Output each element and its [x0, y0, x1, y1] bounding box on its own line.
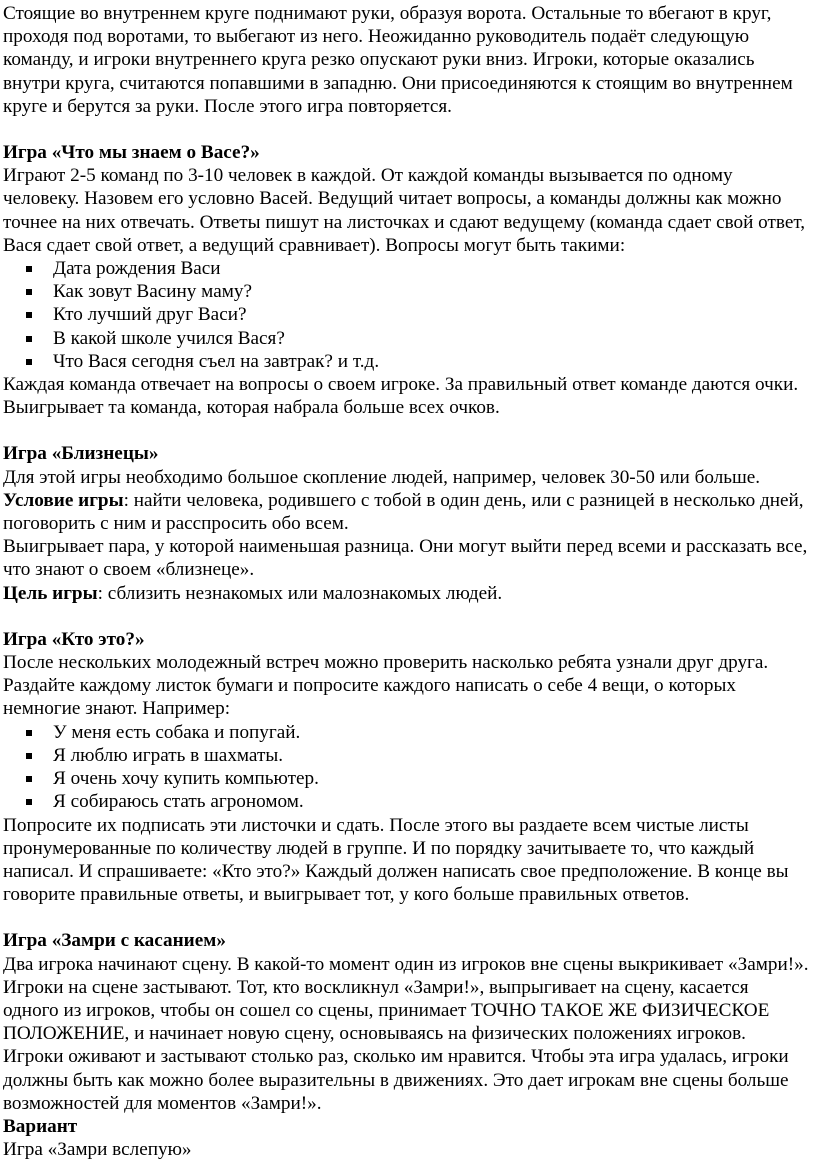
- spacer: [3, 906, 809, 929]
- list-item: В какой школе учился Вася?: [3, 327, 809, 350]
- spacer: [3, 118, 809, 141]
- game2-description: Для этой игры необходимо большое скопление людей, например, человек 30-50 или больше.: [3, 466, 761, 488]
- game2-title: Игра «Близнецы»: [3, 443, 159, 465]
- spacer: [3, 419, 809, 442]
- list-item: Дата рождения Васи: [3, 257, 809, 280]
- condition-text: : найти человека, родившего с тобой в один день, или с разницей в несколько дней, поговорить с ним и расспросить обо всем.: [3, 489, 804, 535]
- list-item: Я собираюсь стать агрономом.: [3, 790, 809, 813]
- list-item: Кто лучший друг Васи?: [3, 303, 809, 326]
- variant-text: Игра «Замри вслепую»: [3, 1139, 192, 1161]
- game2-condition: [3, 489, 809, 535]
- condition-label: Условие игры: [3, 489, 124, 511]
- game3-title: Игра «Кто это?»: [3, 628, 145, 650]
- variant-label: Вариант: [3, 1115, 78, 1137]
- game1-question-list: [3, 257, 809, 373]
- game2-winner: Выигрывает пара, у которой наименьшая разница. Они могут выйти перед всеми и рассказать все, что знают о своем «близнеце».: [3, 536, 808, 581]
- list-item: У меня есть собака и попугай.: [3, 721, 809, 744]
- game4-title: Игра «Замри с касанием»: [3, 930, 226, 952]
- game1-description: Играют 2-5 команд по 3-10 человек в каждой. От каждой команды вызывается по одному человеку. Назовем его условно Васей. Ведущий читает вопросы, а команды должны как можно точнее на них отвечать. Ответы пишут на листочках и сдают ведущему (команда сдает свой ответ, Вася сдает свой ответ, а ведущий сравнивает). Вопросы могут быть такими:: [3, 165, 806, 256]
- game3-instructions: Попросите их подписать эти листочки и сдать. После этого вы раздаете всем чистые листы пронумерованные по количеству людей в группе. И по порядку зачитываете то, что каждый написал. И спрашиваете: «Кто это?» Каждый должен написать свое предположение. В конце вы говорите правильные ответы, и выигрывает тот, у кого больше правильных ответов.: [3, 814, 789, 906]
- goal-label: Цель игры: [3, 582, 98, 604]
- game2-goal: [3, 582, 809, 605]
- game1-title: Игра «Что мы знаем о Васе?»: [3, 142, 260, 164]
- goal-text: : сблизить незнакомых или малознакомых людей.: [97, 582, 503, 604]
- game3-example-list: [3, 721, 809, 814]
- list-item: Как зовут Васину маму?: [3, 280, 809, 303]
- intro-paragraph: Стоящие во внутреннем круге поднимают руки, образуя ворота. Остальные то вбегают в круг, проходя под воротами, то выбегают из него. Неожиданно руководитель подаёт следующую команду, и игроки внутреннего круга резко опускают руки вниз. Игроки, которые оказались внутри круга, считаются попавшими в западню. Они присоединяются к стоящим во внутреннем круге и берутся за руки. После этого игра повторяется.: [3, 3, 793, 117]
- list-item: Я очень хочу купить компьютер.: [3, 767, 809, 790]
- list-item: Я люблю играть в шахматы.: [3, 744, 809, 767]
- list-item: Что Вася сегодня съел на завтрак? и т.д.: [3, 350, 809, 373]
- spacer: [3, 605, 809, 628]
- game3-description: После нескольких молодежный встреч можно проверить насколько ребята узнали друг друга. Раздайте каждому листок бумаги и попросите каждого написать о себе 4 вещи, о которых немногие знают. Например:: [3, 652, 769, 720]
- game1-scoring: Каждая команда отвечает на вопросы о своем игроке. За правильный ответ команде даются очки. Выигрывает та команда, которая набрала больше всех очков.: [3, 374, 799, 419]
- game4-description: Два игрока начинают сцену. В какой-то момент один из игроков вне сцены выкрикивает «Замри!». Игроки на сцене застывают. Тот, кто воскликнул «Замри!», выпрыгивает на сцену, касается одного из игроков, чтобы он сошел со сцены, принимает ТОЧНО ТАКОЕ ЖЕ ФИЗИЧЕСКОЕ ПОЛОЖЕНИЕ, и начинает новую сцену, основываясь на физических положениях игроков. Игроки оживают и застывают столько раз, сколько им нравится. Чтобы эта игра удалась, игроки должны быть как можно более выразительны в движениях. Это дает игрокам вне сцены больше возможностей для моментов «Замри!».: [3, 953, 809, 1114]
